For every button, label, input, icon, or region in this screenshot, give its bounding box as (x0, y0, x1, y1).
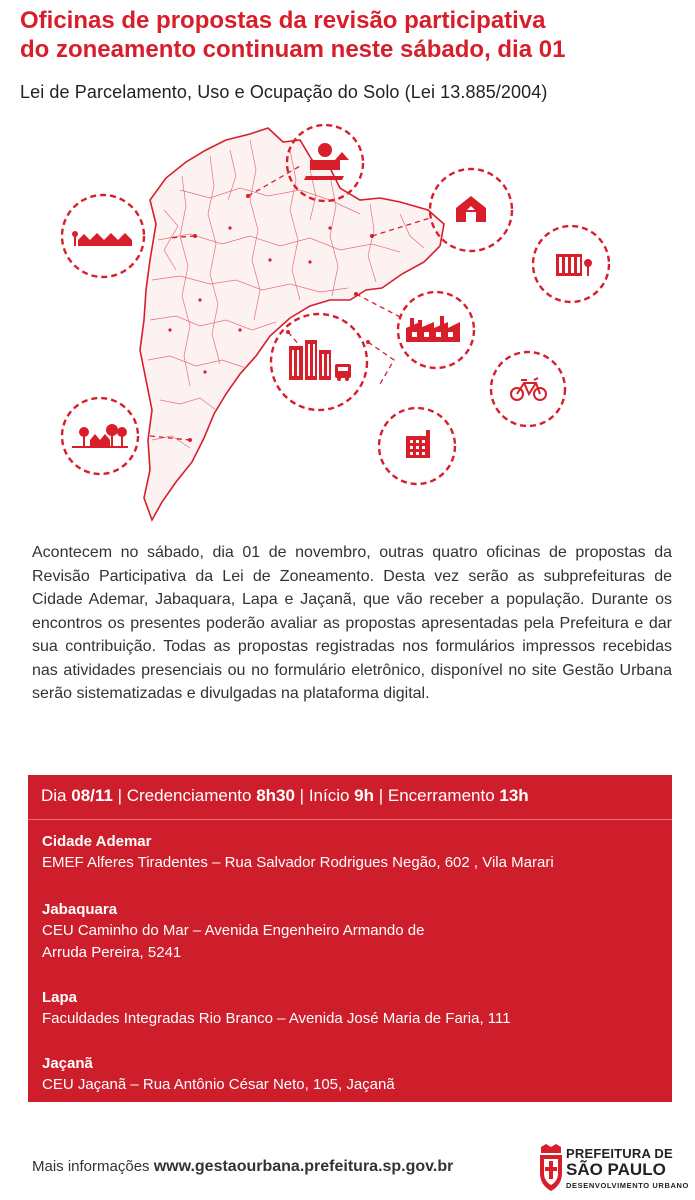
building-icon (406, 430, 430, 458)
trees-houses-icon (72, 424, 128, 448)
credential-label: Credenciamento (126, 786, 257, 805)
venue-lapa (42, 988, 667, 1030)
venue-cidade-ademar (42, 832, 667, 874)
school-icon (456, 196, 486, 222)
venue-name: Jabaquara (42, 901, 118, 918)
venue-address-line-2: Arruda Pereira, 5241 (42, 944, 182, 961)
apartment-building-icon (556, 254, 592, 276)
more-info-label: Mais informações (32, 1158, 154, 1175)
end-label: Encerramento (387, 786, 500, 805)
sao-paulo-map-illustration (0, 112, 695, 537)
venue-address: Faculdades Integradas Rio Branco – Avenida José Maria de Faria, 111 (42, 1010, 511, 1027)
title-line-2: do zoneamento continuam neste sábado, dia 01 (20, 36, 566, 63)
logo-line-2: SÃO PAULO (566, 1160, 666, 1179)
venue-jabaquara (42, 900, 667, 964)
venue-address-line-1: CEU Caminho do Mar – Avenida Engenheiro Armando de (42, 922, 425, 939)
office-towers-bus-icon (289, 340, 351, 381)
page-subtitle: Lei de Parcelamento, Uso e Ocupação do Solo (Lei 13.885/2004) (20, 82, 548, 102)
schedule-header (28, 775, 672, 819)
page-title (20, 6, 680, 64)
logo-line-1: PREFEITURA DE (566, 1146, 673, 1161)
schedule-panel (28, 775, 672, 1102)
separator: | (374, 786, 388, 805)
credential-time: 8h30 (256, 786, 295, 805)
bicycle-icon (511, 378, 546, 400)
venue-name: Jaçanã (42, 1055, 93, 1072)
website-link[interactable]: www.gestaourbana.prefeitura.sp.gov.br (153, 1158, 454, 1175)
day-label: Dia (41, 786, 72, 805)
houses-icon (72, 231, 132, 246)
title-line-1: Oficinas de propostas da revisão participativa (20, 7, 546, 34)
start-time: 9h (354, 786, 375, 805)
day-value: 08/11 (71, 786, 113, 805)
logo-line-3: DESENVOLVIMENTO URBANO (566, 1181, 689, 1190)
end-time: 13h (499, 786, 529, 805)
schedule-divider (28, 819, 672, 820)
factories-icon (406, 316, 460, 342)
separator: | (112, 786, 127, 805)
intro-paragraph: Acontecem no sábado, dia 01 de novembro, outras quatro oficinas de propostas da Revisão Participativa da Lei de Zoneamento. Desta vez serão as subprefeituras de Cidade Ademar, Jabaquara, Lapa e Jaçanã, que vão receber a população. Durante os encontros os presentes poderão avaliar as propostas apresentadas pela Prefeitura e dar sua contribuição. Todas as propostas registradas nos formulários impressos recebidas nas atividades presenciais ou no formulário eletrônico, disponível no site Gestão Urbana serão sistematizadas e divulgadas na plataforma digital. (32, 544, 672, 702)
venue-address: EMEF Alferes Tiradentes – Rua Salvador Rodrigues Negão, 602 , Vila Marari (42, 854, 554, 871)
start-label: Início (308, 786, 355, 805)
venue-jacana (42, 1054, 667, 1096)
separator: | (294, 786, 309, 805)
venue-name: Cidade Ademar (42, 833, 152, 850)
venue-address: CEU Jaçanã – Rua Antônio César Neto, 105, Jaçanã (42, 1076, 395, 1093)
prefeitura-logo (538, 1143, 689, 1195)
venue-name: Lapa (42, 989, 78, 1006)
coat-of-arms-icon (538, 1143, 564, 1195)
more-info (32, 1158, 453, 1176)
